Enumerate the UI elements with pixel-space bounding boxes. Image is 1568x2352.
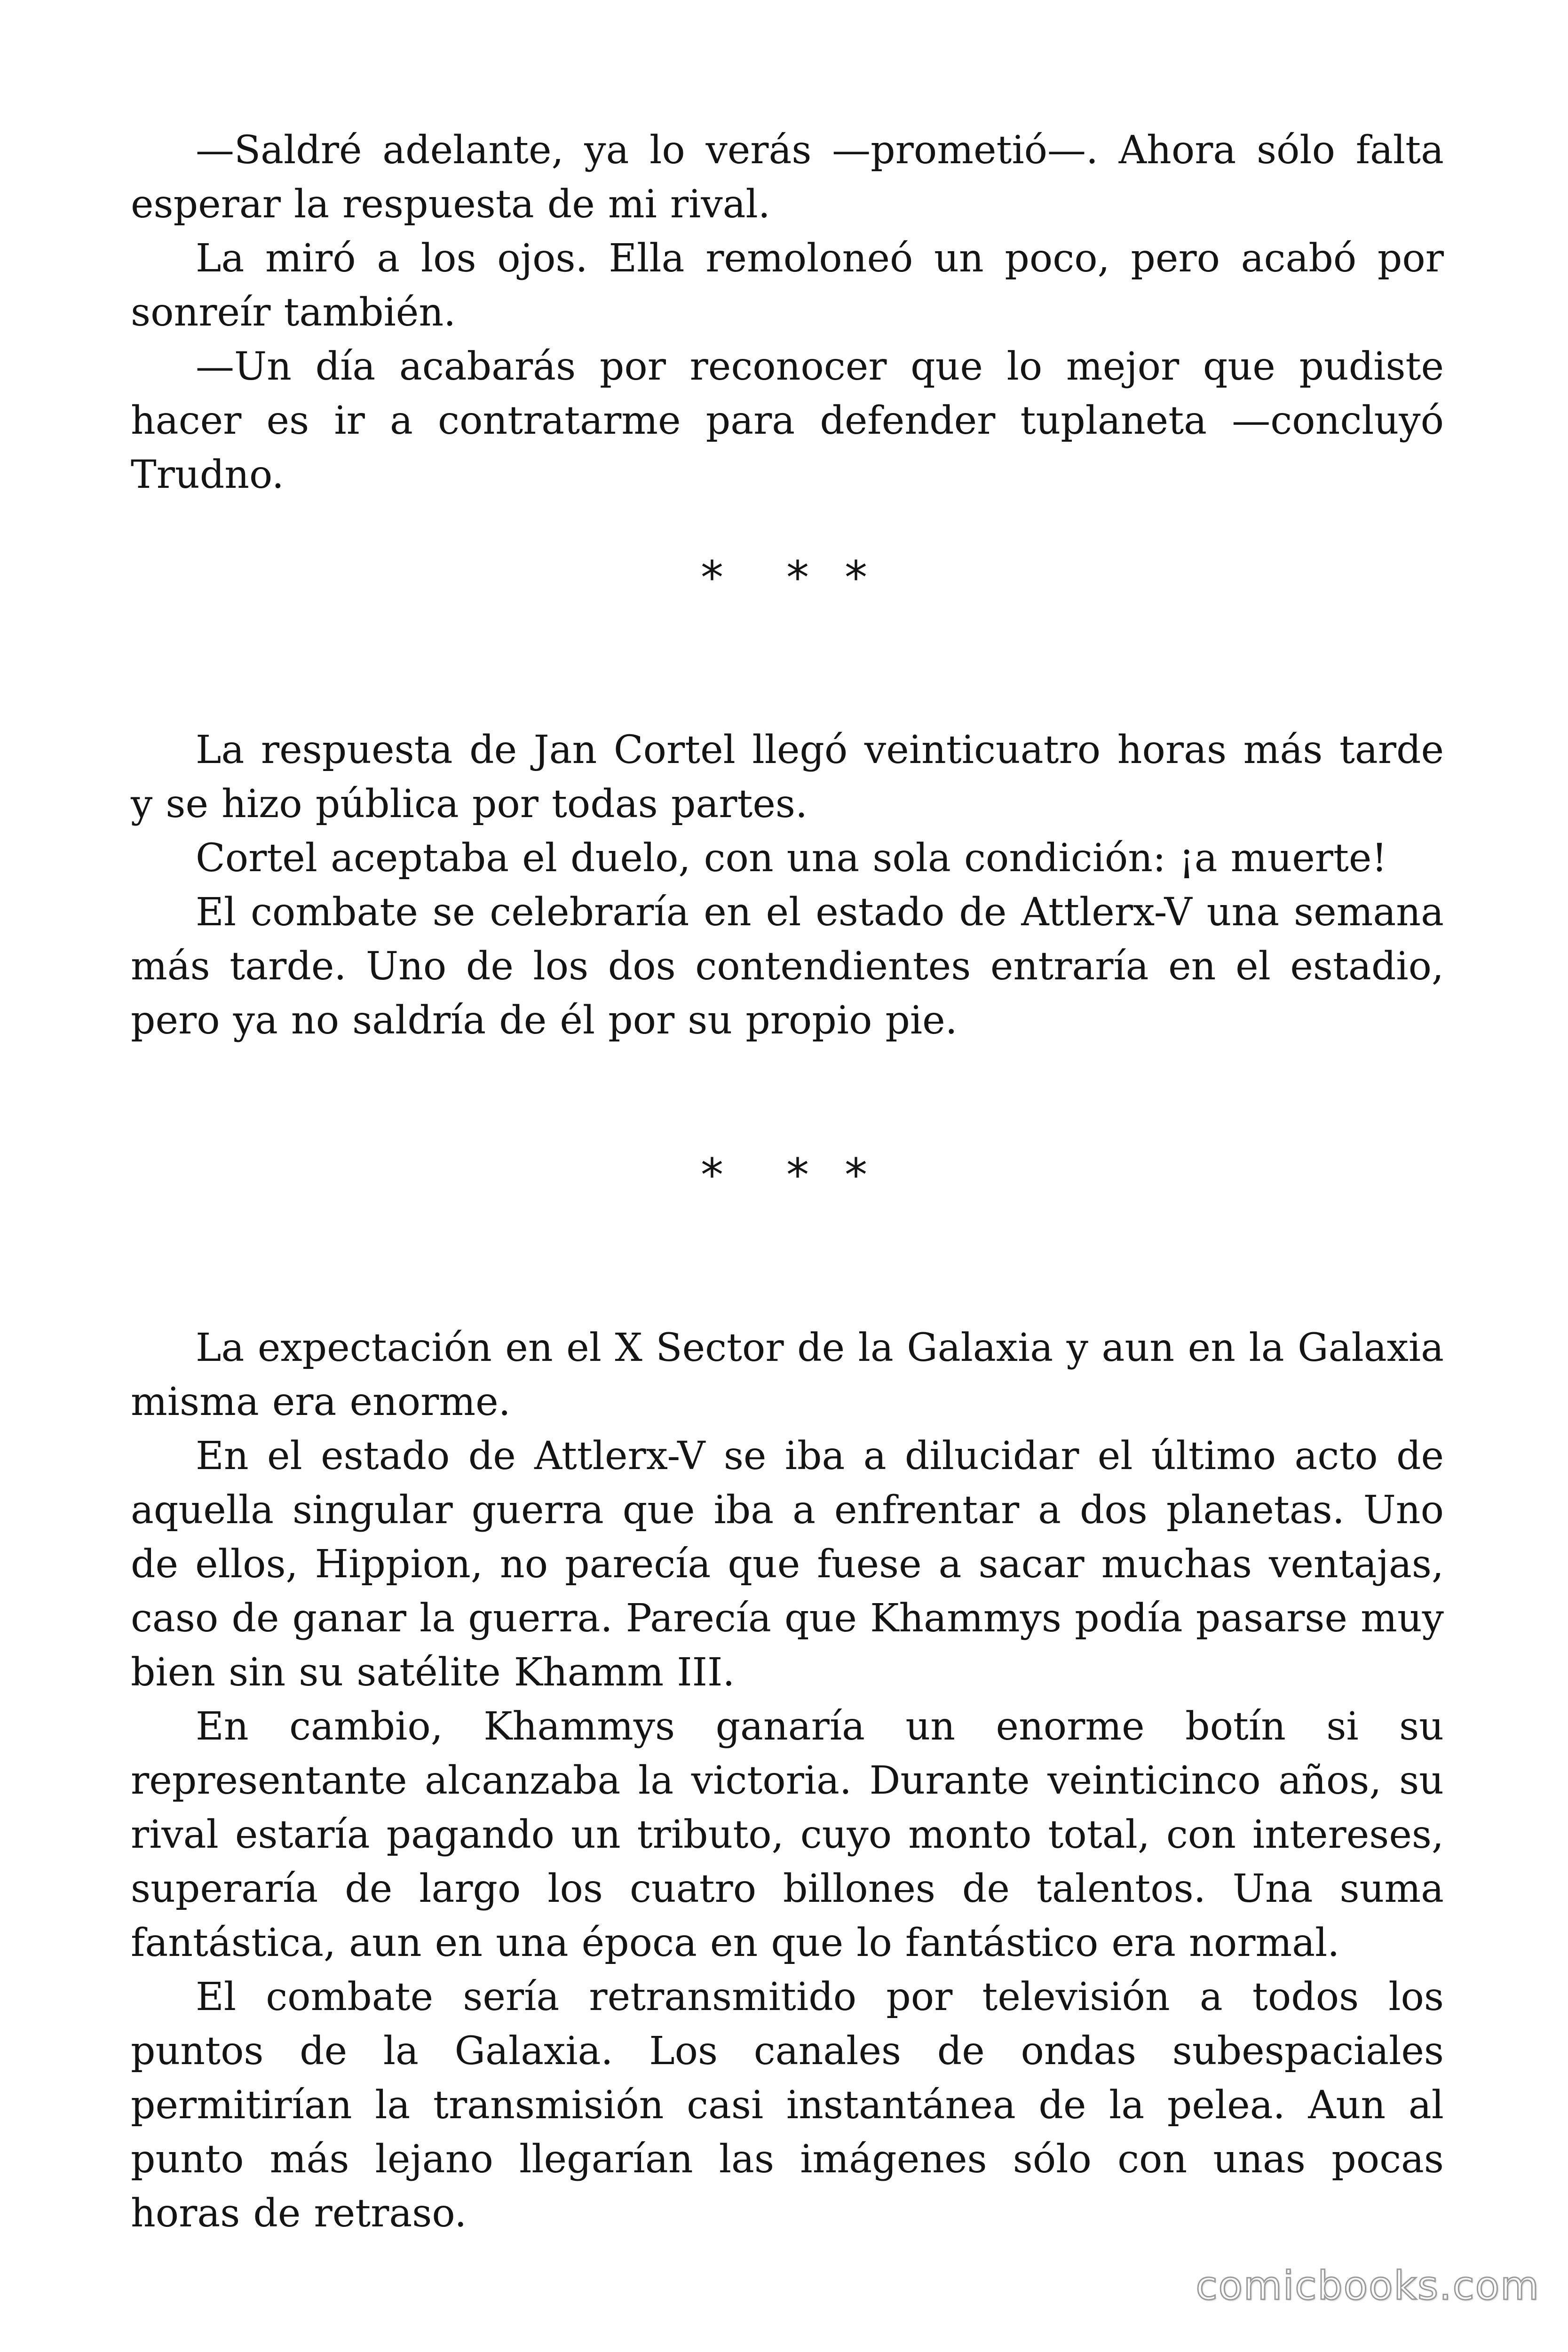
watermark: comicbooks.com bbox=[1196, 2263, 1540, 2309]
text-section-3 bbox=[131, 1321, 1444, 2241]
text-section-1 bbox=[131, 123, 1444, 502]
asterisk-icon: * bbox=[845, 1149, 867, 1201]
asterisk-icon: * bbox=[701, 1149, 723, 1201]
asterisk-icon: * bbox=[786, 551, 809, 604]
asterisk-icon: * bbox=[701, 551, 723, 604]
paragraph: La expectación en el X Sector de la Galaxia y aun en la Galaxia misma era enorme. bbox=[131, 1326, 1444, 1424]
section-separator bbox=[0, 1149, 1568, 1201]
paragraph: Cortel aceptaba el duelo, con una sola condición: ¡a muerte! bbox=[196, 836, 1387, 881]
paragraph: En cambio, Khammys ganaría un enorme botín si su representante alcanzaba la victoria. Durante veinticinco años, su rival estaría pagando un tributo, cuyo monto total, con intereses, superaría de largo los cuatro billones de talentos. Una suma fantástica, aun en una época en que lo fantástico era normal. bbox=[131, 1704, 1444, 1965]
paragraph: La respuesta de Jan Cortel llegó veinticuatro horas más tarde y se hizo pública por todas partes. bbox=[131, 728, 1444, 826]
text-section-2 bbox=[131, 723, 1444, 1048]
section-separator bbox=[0, 551, 1568, 604]
paragraph: —Saldré adelante, ya lo verás —prometió—. Ahora sólo falta esperar la respuesta de mi rival. bbox=[131, 128, 1444, 227]
paragraph: El combate sería retransmitido por televisión a todos los puntos de la Galaxia. Los canales de ondas subespaciales permitirían la transmisión casi instantánea de la pelea. Aun al punto más lejano llegarían las imágenes sólo con unas pocas horas de retraso. bbox=[131, 1975, 1444, 2236]
paragraph: —Un día acabarás por reconocer que lo mejor que pudiste hacer es ir a contratarme para defender tuplaneta —concluyó Trudno. bbox=[131, 344, 1444, 497]
asterisk-icon: * bbox=[845, 551, 867, 604]
paragraph: En el estado de Attlerx-V se iba a dilucidar el último acto de aquella singular guerra que iba a enfrentar a dos planetas. Uno de ellos, Hippion, no parecía que fuese a sacar muchas ventajas, caso de ganar la guerra. Parecía que Khammys podía pasarse muy bien sin su satélite Khamm III. bbox=[131, 1434, 1444, 1695]
paragraph: La miró a los ojos. Ella remoloneó un poco, pero acabó por sonreír también. bbox=[131, 236, 1444, 335]
asterisk-icon: * bbox=[786, 1149, 809, 1201]
paragraph: El combate se celebraría en el estado de Attlerx-V una semana más tarde. Uno de los dos contendientes entraría en el estadio, pero ya no saldría de él por su propio pie. bbox=[131, 890, 1444, 1043]
